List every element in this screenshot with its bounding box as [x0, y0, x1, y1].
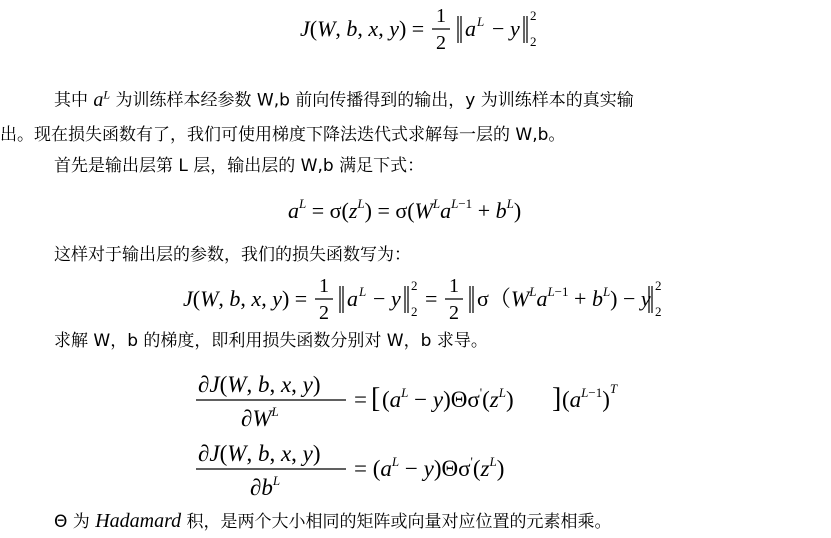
svg-text:2: 2 — [530, 34, 537, 49]
svg-text:1: 1 — [436, 5, 446, 27]
svg-text:2: 2 — [411, 304, 418, 319]
equation-grad-b — [196, 433, 576, 501]
paragraph-line — [54, 83, 634, 112]
svg-text:J(W, b, x, y) =: J(W, b, x, y) = — [183, 286, 308, 311]
svg-text:(aL − y)Θσ'(zL): $(a^L - y)\Theta\sigma'(z^L)$ — [382, 385, 514, 412]
svg-text:2: 2 — [319, 302, 329, 324]
svg-text:σ（WLaL−1 + bL) − y: $\sigma(W^La^L-1 + b^L) - y$ — [477, 284, 651, 311]
svg-text:L: L — [477, 14, 485, 29]
svg-text:L: L — [359, 284, 367, 299]
svg-text:= (aL − y)Θσ'(zL): = $(a^L - y)\Theta\sigma'(z^L)$ — [354, 454, 505, 481]
paragraph-gradient: 求解 W，b 的梯度，即利用损失函数分别对 W，b 求导。 — [54, 331, 488, 351]
equation-loss — [300, 0, 560, 58]
svg-text:1: 1 — [319, 275, 329, 297]
paragraph-text: 为训练样本经参数 W,b 前向传播得到的输出，y 为训练样本的真实输 — [115, 90, 634, 111]
paragraph-hadamard — [54, 510, 612, 533]
svg-text:2: 2 — [436, 32, 446, 54]
paragraph-prefix: 其中 — [54, 90, 88, 111]
svg-text:−: − — [373, 286, 386, 311]
svg-text:2: 2 — [655, 278, 662, 293]
svg-text:]: ] — [552, 383, 562, 414]
svg-text:aL = σ(zL) = σ(WLaL−1 + bL): $a^L = \sigma(z^L) = \sigma(W^La^L-1 + b^L)$ — [288, 196, 522, 223]
svg-text:a: a — [465, 16, 476, 41]
svg-text:[: [ — [371, 383, 381, 414]
equation-activation — [288, 190, 568, 230]
svg-text:∂bL: $\partial b^L$ — [250, 473, 281, 500]
equation-loss-expanded — [183, 270, 683, 328]
svg-text:2: 2 — [411, 278, 418, 293]
svg-text:2: 2 — [530, 8, 537, 23]
theta-symbol: Θ — [54, 512, 68, 532]
svg-text:=: = — [425, 286, 438, 311]
svg-text:a: a — [347, 286, 358, 311]
equation-grad-W — [196, 364, 666, 432]
hadamard-term: Hadamard — [95, 510, 182, 532]
svg-text:∂J(W, b, x, y): ∂J(W, b, x, y) — [198, 372, 321, 397]
svg-text:1: 1 — [449, 275, 459, 297]
svg-text:∂WL: $\partial W^L$ — [241, 404, 279, 431]
svg-text:2: 2 — [449, 302, 459, 324]
svg-text:(aL−1)T: $(a^L-1)^T$ — [562, 381, 618, 412]
svg-text:=: = — [354, 387, 367, 412]
paragraph-continuation: 出。现在损失函数有了，我们可使用梯度下降法迭代式求解每一层的 W,b。 — [0, 125, 566, 145]
svg-text:∂J(W, b, x, y): ∂J(W, b, x, y) — [198, 441, 321, 466]
svg-text:J(W, b, x, y) =: J(W, b, x, y) = — [300, 16, 425, 41]
paragraph-output-layer: 首先是输出层第 L 层，输出层的 W,b 满足下式： — [54, 156, 425, 176]
svg-text:2: 2 — [655, 304, 662, 319]
hadamard-text-1: 为 — [72, 512, 90, 532]
svg-text:−: − — [492, 16, 505, 41]
math-var-aL: $a^L$ — [93, 87, 111, 111]
hadamard-text-2: 积，是两个大小相同的矩阵或向量对应位置的元素相乘。 — [186, 512, 612, 532]
paragraph-loss-for-output: 这样对于输出层的参数，我们的损失函数写为： — [54, 245, 411, 265]
svg-text:y: y — [510, 16, 520, 41]
svg-text:y: y — [391, 286, 401, 311]
